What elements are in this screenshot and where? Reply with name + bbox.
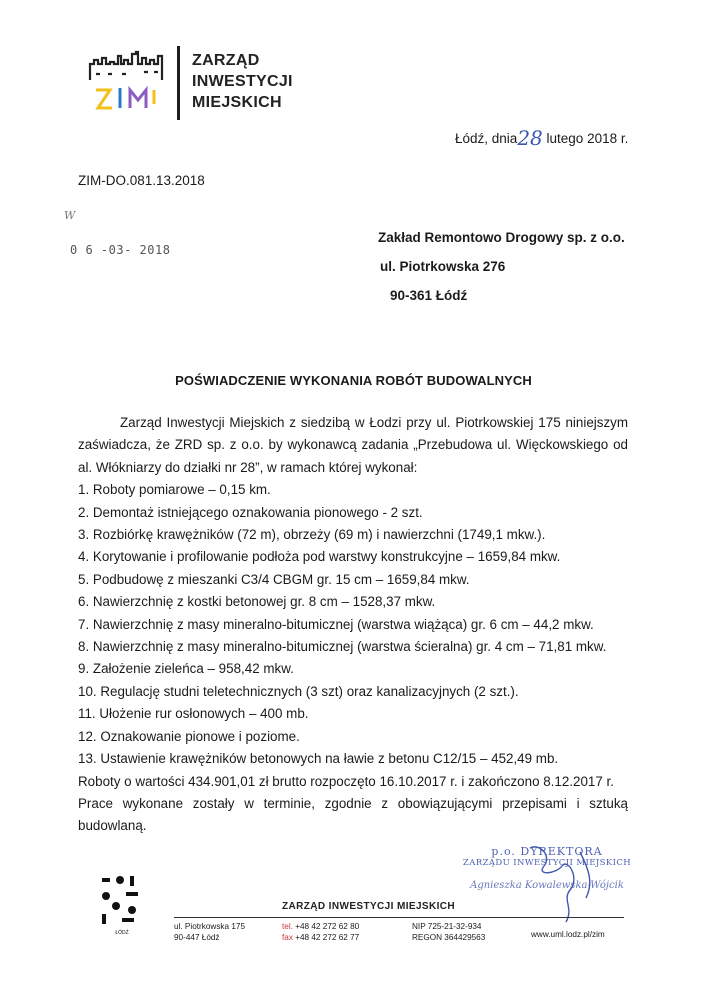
summary-line: Roboty o wartości 434.901,01 zł brutto rozpoczęto 16.10.2017 r. i zakończono 8.12.2017 r. [78,773,614,789]
logo-line: MIEJSKICH [192,94,282,111]
date-suffix: lutego 2018 r. [546,131,629,146]
fax-number: +48 42 272 62 77 [295,932,360,942]
footer-city: 90-447 Łódź [174,932,220,942]
zim-logo-icon [88,50,168,112]
recipient-name: Zakład Remontowo Drogowy sp. z o.o. [378,230,625,245]
list-item: 1. Roboty pomiarowe – 0,15 km. [78,482,271,498]
list-item: 6. Nawierzchnię z kostki betonowej gr. 8 cm – 1528,37 mkw. [78,594,436,610]
stamp-title: p.o. DYREKTORA [491,845,603,858]
list-item: 4. Korytowanie i profilowanie podłoża pod warstwy konstrukcyjne – 1659,84 mkw. [78,549,561,565]
lodz-city-logo-icon [96,872,148,936]
tel-number[interactable]: +48 42 272 62 80 [295,922,360,931]
footer-contact [282,922,359,943]
received-mark: W [64,209,76,222]
recipient-city: 90-361 Łódź [390,288,468,303]
list-item: 11. Ułożenie rur osłonowych – 400 mb. [78,706,309,722]
document-body [78,412,628,838]
footer-divider [174,917,624,918]
footer-website-link[interactable]: www.uml.lodz.pl/zim [531,930,605,939]
logo-line: INWESTYCJI [192,73,293,90]
list-item: 9. Założenie zieleńca – 958,42 mkw. [78,661,294,677]
stamp-signatory: Agnieszka Kowalewska-Wójcik [470,880,624,891]
list-item: 12. Oznakowanie pionowe i poziome. [78,728,300,744]
tel-label: tel. [282,922,293,931]
list-item: 2. Demontaż istniejącego oznakowania pionowego - 2 szt. [78,504,423,520]
recipient-street: ul. Piotrkowska 276 [380,259,506,274]
list-item: 3. Rozbiórkę krawężników (72 m), obrzeży (69 m) i nawierzchni (1749,1 mkw.). [78,527,546,543]
footer-registry [412,922,485,943]
received-date-stamp: 0 6 -03- 2018 [70,243,171,257]
reference-number: ZIM-DO.081.13.2018 [78,173,205,188]
document-title: POŚWIADCZENIE WYKONANIA ROBÓT BUDOWALNYCH [175,373,532,388]
handwritten-signature-icon [470,838,640,928]
logo-wordmark [192,50,293,113]
intro-paragraph: Zarząd Inwestycji Miejskich z siedzibą w Łodzi przy ul. Piotrkowskiej 175 niniejszym zaświadcza, że ZRD sp. z o.o. by wykonawcą zadania „Przebudowa ul. Więckowskiego od al. Włókniarzy do działki nr 28”, w ramach której wykonał: [78,415,628,475]
footer-street: ul. Piotrkowska 175 [174,922,245,931]
stamp-institution: ZARZĄDU INWESTYCJI MIEJSKICH [462,858,632,868]
place-prefix: Łódź, dnia [455,131,518,146]
fax-label: fax [282,932,293,942]
handwritten-day: 28 [517,126,543,150]
place-and-date [455,124,628,148]
footer-nip: NIP 725-21-32-934 [412,922,482,931]
closing-paragraph: Prace wykonane zostały w terminie, zgodnie z obowiązującymi przepisami i sztuką budowlaną. [78,795,628,834]
list-item: 8. Nawierzchnię z masy mineralno-bitumicznej (warstwa ścieralna) gr. 4 cm – 71,81 mkw. [78,639,607,655]
list-item: 13. Ustawienie krawężników betonowych na ławie z betonu C12/15 – 452,49 mb. [78,751,559,767]
footer-title: ZARZĄD INWESTYCJI MIEJSKICH [282,901,456,912]
footer-logo-caption: ŁÓDŹ [115,930,129,936]
list-item: 5. Podbudowę z mieszanki C3/4 CBGM gr. 15 cm – 1659,84 mkw. [78,571,470,587]
recipient-address [378,230,625,317]
footer-address [174,922,245,943]
logo-line: ZARZĄD [192,52,260,69]
list-item: 10. Regulację studni teletechnicznych (3 szt) oraz kanalizacyjnych (2 szt.). [78,683,519,699]
footer-regon: REGON 364429563 [412,932,486,942]
logo-divider [177,46,180,120]
list-item: 7. Nawierzchnię z masy mineralno-bitumicznej (warstwa wiążąca) gr. 6 cm – 44,2 mkw. [78,616,594,632]
